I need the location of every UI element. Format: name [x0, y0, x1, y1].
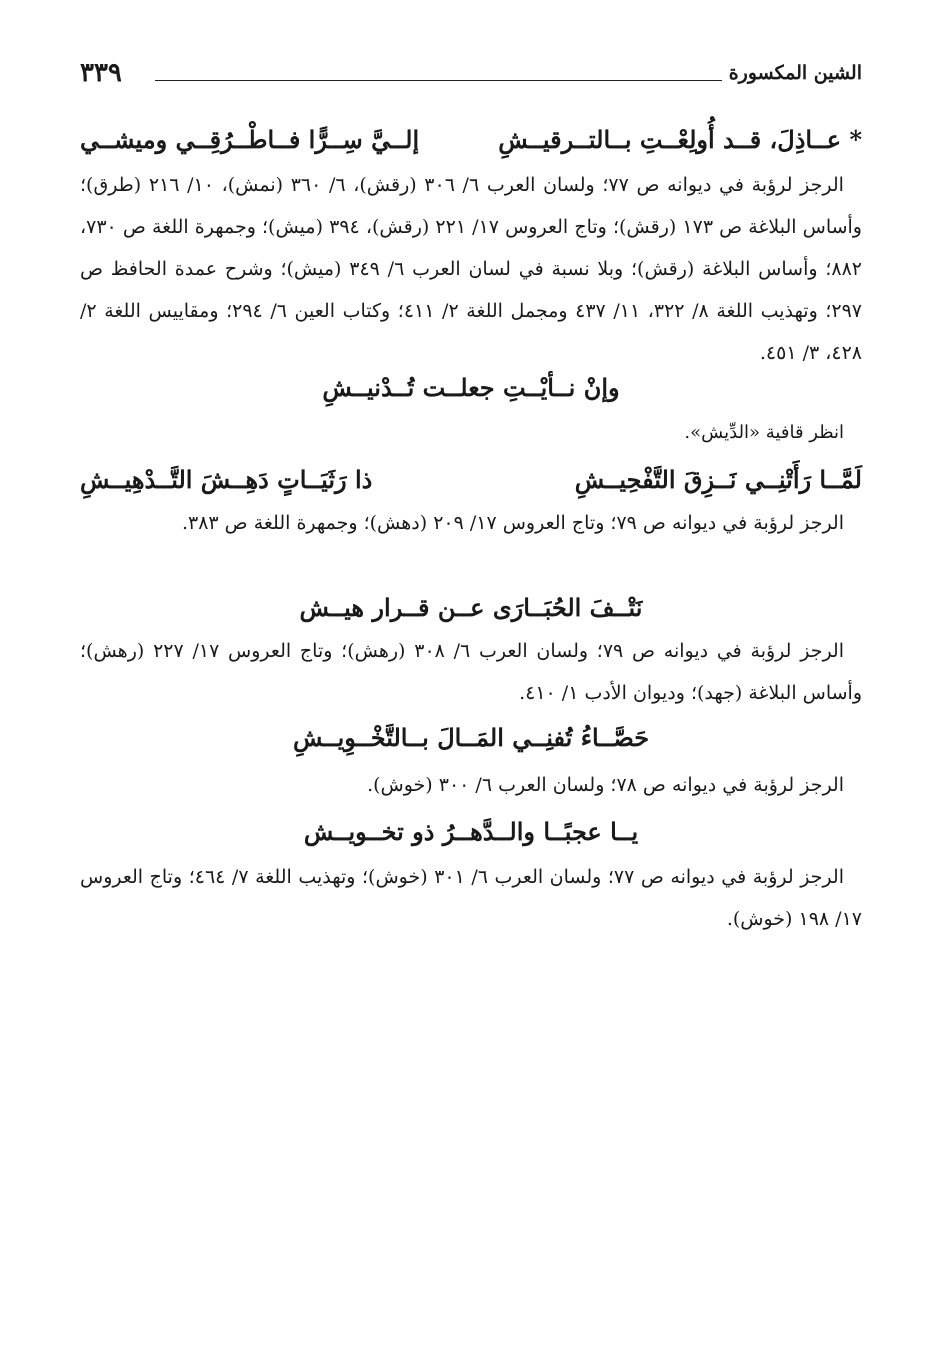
citation-paragraph: الرجز لرؤبة في ديوانه ص ٧٧؛ ولسان العرب ٦/ ٣٠٦ (رقش)، ٦/ ٣٦٠ (نمش)، ١٠/ ٢١٦ (طرق)؛ وأساس البلاغة ص ١٧٣ (رقش)؛ وتاج العروس ١٧/ ٢٢١ (رقش)، ٣٩٤ (ميش)؛ وجمهرة اللغة ص ٧٣٠، ٨٨٢؛ وأساس البلاغة (رقش)؛ وبلا نسبة في لسان العرب ٦/ ٣٤٩ (ميش)؛ وشرح عمدة الحافظ ص ٢٩٧؛ وتهذيب اللغة ٨/ ٣٢٢، ١١/ ٤٣٧ ومجمل اللغة ٢/ ٤١١؛ وكتاب العين ٦/ ٢٩٤؛ ومقاييس اللغة ٢/ ٤٢٨، ٣/ ٤٥١. [80, 174, 862, 364]
verse-line: نَتْــفَ الحُبَــارَى عــن قــرار هيــش [299, 593, 643, 622]
citation-paragraph: الرجز لرؤبة في ديوانه ص ٧٩؛ وتاج العروس ١٧/ ٢٠٩ (دهش)؛ وجمهرة اللغة ص ٣٨٣. [181, 512, 844, 534]
verse-line [80, 120, 862, 160]
citation-paragraph: الرجز لرؤبة في ديوانه ص ٧٧؛ ولسان العرب ٦/ ٣٠١ (خوش)؛ وتهذيب اللغة ٧/ ٤٦٤؛ وتاج العروس ١٧/ ١٩٨ (خوش). [80, 866, 862, 930]
verse-hemistich-first: * عــاذِلَ، قــد أُولِعْــتِ بــالتــرقيــشِ [498, 125, 862, 154]
verse-hemistich-second: ذا رَثَيَــاتٍ دَهِــشَ التَّــدْهِيــشِ [80, 465, 373, 494]
section-title: الشين المكسورة [728, 62, 862, 84]
verse-line: وإنْ نــأيْــتِ جعلــت تُــدْنيــشِ [322, 373, 620, 402]
verse-hemistich-first: لَمَّــا رَأَتْنِــي نَــزِقَ التَّفْحِيــشِ [574, 465, 862, 494]
page-number: ٣٣٩ [80, 58, 122, 88]
header-rule [155, 80, 722, 81]
verse-hemistich-second: إلــيَّ سِــرًّا فــاطْــرُقِــي وميشــي [80, 125, 420, 154]
verse-line: يــا عجبًــا والــدَّهــرُ ذو تخــويــش [303, 817, 639, 846]
citation-paragraph: الرجز لرؤبة في ديوانه ص ٧٩؛ ولسان العرب ٦/ ٣٠٨ (رهش)؛ وتاج العروس ١٧/ ٢٢٧ (رهش)؛ وأساس البلاغة (جهد)؛ وديوان الأدب ١/ ٤١٠. [80, 640, 862, 704]
verse-line: حَصَّــاءُ تُفنِــي المَــالَ بــالتَّخْــوِيــشِ [292, 723, 650, 752]
cross-reference-note: انظر قافية «الدِّيش». [684, 422, 844, 443]
running-header [80, 58, 862, 94]
verse-line [80, 460, 862, 500]
citation-paragraph: الرجز لرؤبة في ديوانه ص ٧٨؛ ولسان العرب ٦/ ٣٠٠ (خوش). [367, 774, 844, 796]
